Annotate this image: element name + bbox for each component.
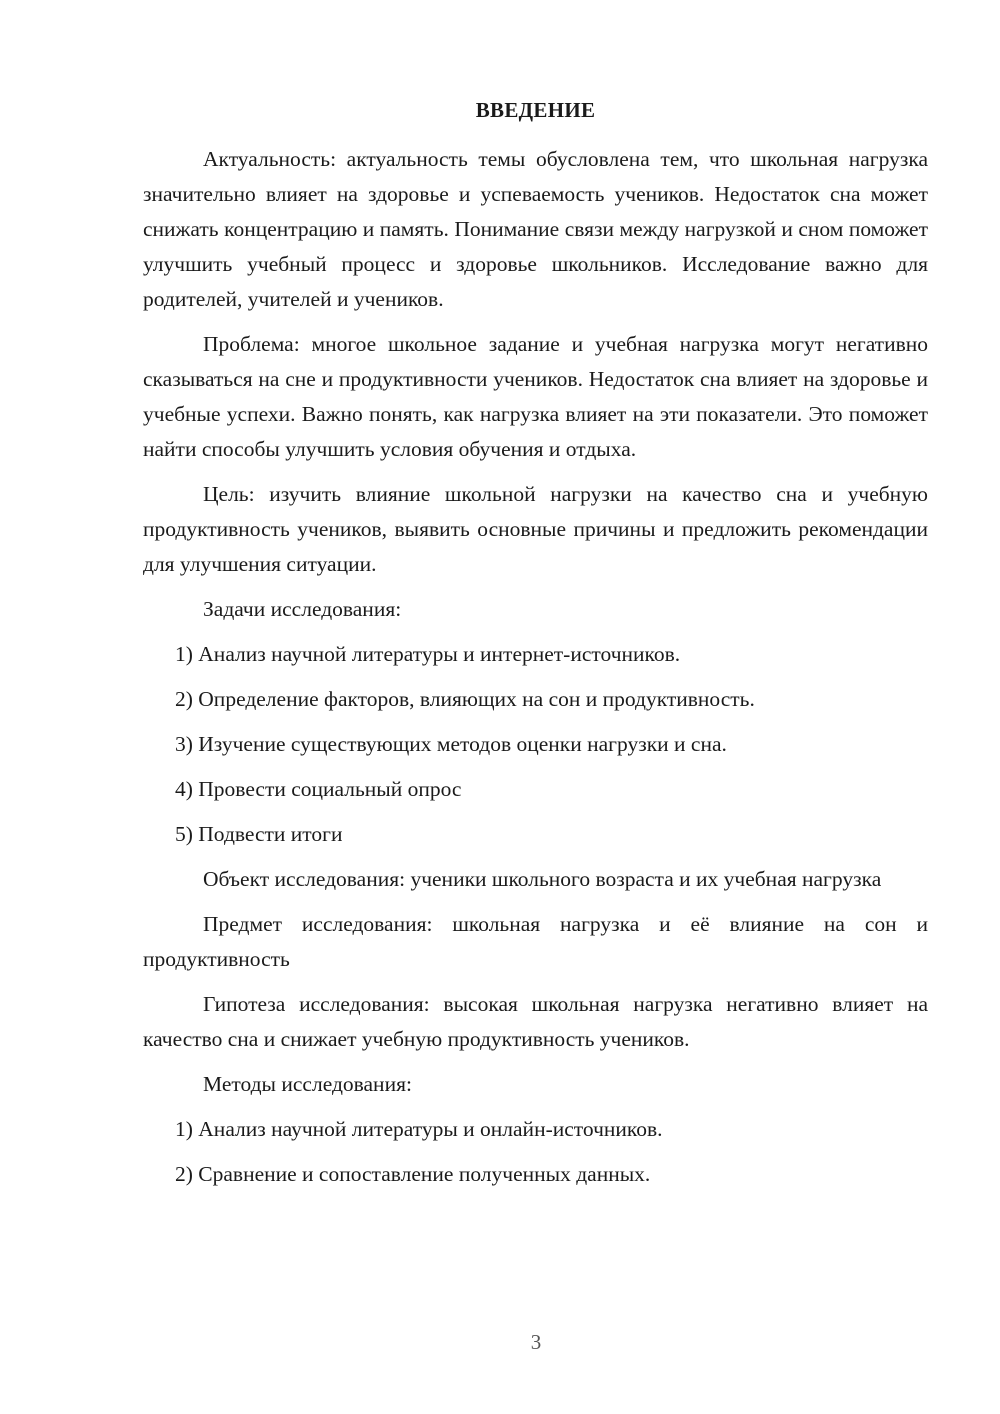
hypothesis-paragraph: Гипотеза исследования: высокая школьная нагрузка негативно влияет на качество сна и снижает учебную продуктивность учеников. xyxy=(143,992,928,1051)
task-item: 1) Анализ научной литературы и интернет-источников. xyxy=(175,642,681,666)
relevance-paragraph: Актуальность: актуальность темы обусловлена тем, что школьная нагрузка значительно влияет на здоровье и успеваемость учеников. Недостаток сна может снижать концентрацию и память. Понимание связи между нагрузкой и сном поможет улучшить учебный процесс и здоровье школьников. Исследование важно для родителей, учителей и учеников. xyxy=(143,147,928,311)
subject-paragraph: Предмет исследования: школьная нагрузка и её влияние на сон и продуктивность xyxy=(143,912,928,971)
method-item: 1) Анализ научной литературы и онлайн-источников. xyxy=(175,1117,663,1141)
problem-paragraph: Проблема: многое школьное задание и учебная нагрузка могут негативно сказываться на сне и продуктивности учеников. Недостаток сна влияет на здоровье и учебные успехи. Важно понять, как нагрузка влияет на эти показатели. Это поможет найти способы улучшить условия обучения и отдыха. xyxy=(143,332,928,461)
task-item: 3) Изучение существующих методов оценки нагрузки и сна. xyxy=(175,732,727,756)
methods-list xyxy=(143,1112,928,1192)
page-number: 3 xyxy=(530,1330,542,1354)
section-title: ВВЕДЕНИЕ xyxy=(475,98,596,122)
goal-paragraph: Цель: изучить влияние школьной нагрузки на качество сна и учебную продуктивность учеников, выявить основные причины и предложить рекомендации для улучшения ситуации. xyxy=(143,482,928,576)
task-item: 4) Провести социальный опрос xyxy=(175,777,462,801)
methods-heading: Методы исследования: xyxy=(203,1072,412,1096)
object-paragraph: Объект исследования: ученики школьного возраста и их учебная нагрузка xyxy=(203,867,882,891)
task-item: 2) Определение факторов, влияющих на сон и продуктивность. xyxy=(175,687,755,711)
page-content xyxy=(143,92,928,1202)
task-item: 5) Подвести итоги xyxy=(175,822,343,846)
tasks-heading: Задачи исследования: xyxy=(203,597,402,621)
tasks-list xyxy=(143,637,928,852)
method-item: 2) Сравнение и сопоставление полученных данных. xyxy=(175,1162,651,1186)
